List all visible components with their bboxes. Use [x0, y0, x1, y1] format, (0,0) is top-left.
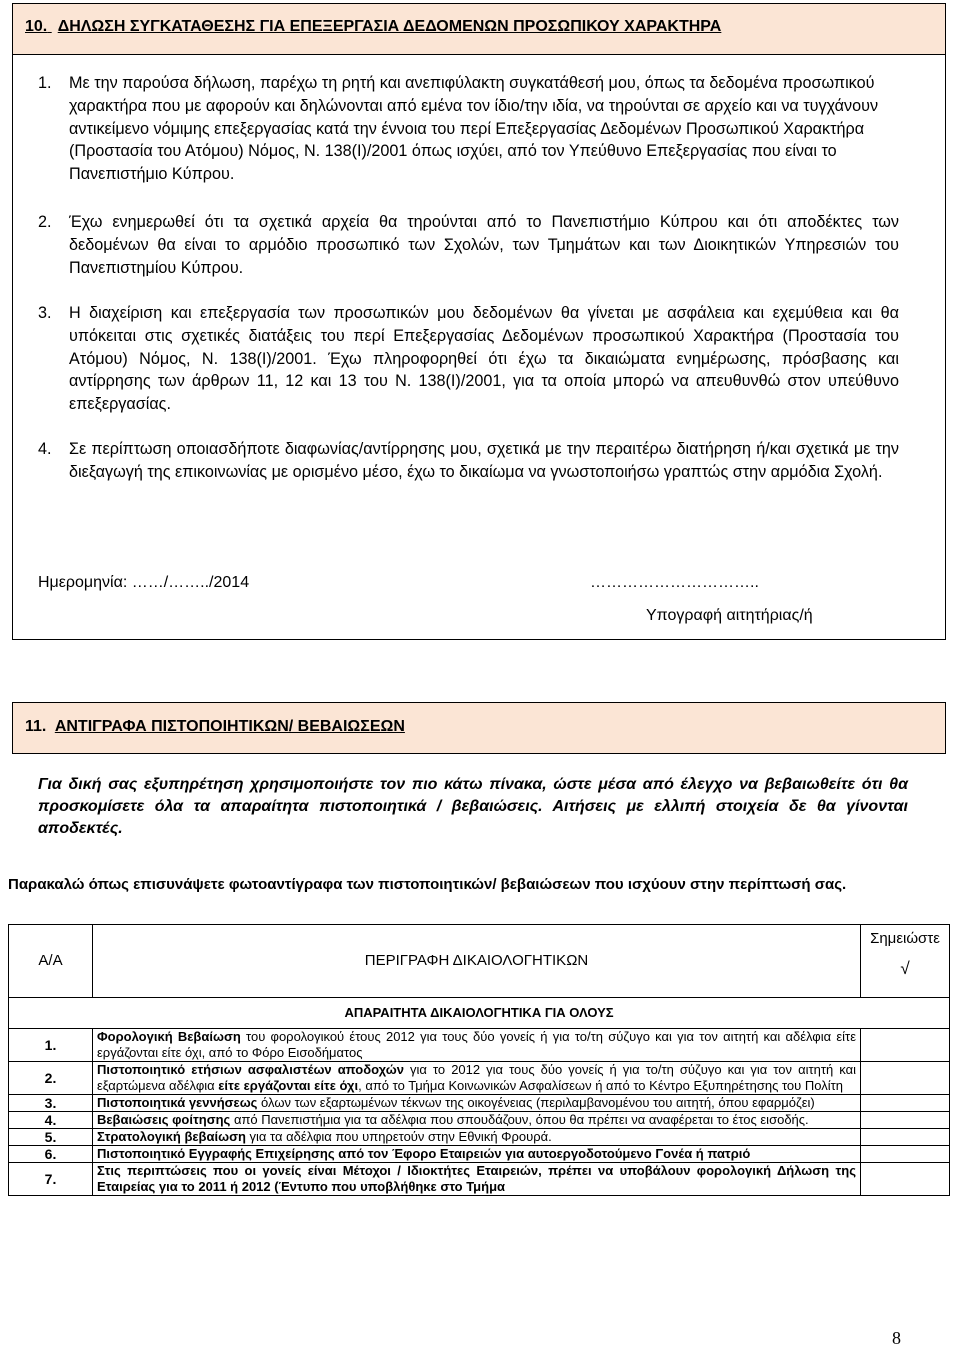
section-11-title-text: ΑΝΤΙΓΡΑΦΑ ΠΙΣΤΟΠΟΙΗΤΙΚΩΝ/ ΒΕΒΑΙΩΣΕΩΝ [54, 718, 405, 735]
table-row [9, 1129, 950, 1146]
table-subheader-row [9, 998, 950, 1029]
paragraph-1-number: 1. [38, 74, 52, 92]
col-note-label: Σημειώστε [870, 930, 940, 947]
row-description [93, 1163, 861, 1196]
row-checkbox-cell[interactable] [861, 1095, 950, 1112]
col-check-header [861, 925, 950, 998]
signature-field[interactable]: ………………………….. [590, 574, 759, 591]
table-subheader: ΑΠΑΡΑΙΤΗΤΑ ΔΙΚΑΙΟΛΟΓΗΤΙΚΑ ΓΙΑ ΟΛΟΥΣ [9, 998, 950, 1029]
section-11-title [25, 718, 405, 736]
table-row [9, 1146, 950, 1163]
table-row [9, 1112, 950, 1129]
section-10-title [25, 18, 721, 36]
row-description [93, 1095, 861, 1112]
row-number: 4. [9, 1112, 93, 1129]
row-description [93, 1062, 861, 1095]
section-10-title-text: ΔΗΛΩΣΗ ΣΥΓΚΑΤΑΘΕΣΗΣ ΓΙΑ ΕΠΕΞΕΡΓΑΣΙΑ ΔΕΔΟΜΕΝΩΝ ΠΡΟΣΩΠΙΚΟΥ ΧΑΡΑΚΤΗΡΑ [57, 18, 722, 35]
signature-label: Υπογραφή αιτητήριας/ή [646, 607, 813, 624]
row-bold-text: Φορολογική Βεβαίωση [97, 1029, 241, 1044]
table-row [9, 1029, 950, 1062]
row-rest-text-2: , από το Τμήμα Κοινωνικών Ασφαλίσεων ή από το Κέντρο Εξυπηρέτησης του Πολίτη [358, 1078, 844, 1093]
row-description [93, 1112, 861, 1129]
checkmark-symbol: √ [900, 959, 910, 978]
row-description [93, 1129, 861, 1146]
row-checkbox-cell[interactable] [861, 1146, 950, 1163]
row-bold-text-2: είτε εργάζονται είτε όχι [218, 1078, 359, 1093]
row-rest-text: από Πανεπιστήμια για τα αδέλφια που σπουδάζουν, όπου θα πρέπει να αναφέρεται το έτος εισοδής. [230, 1112, 809, 1127]
paragraph-3-text: Η διαχείριση και επεξεργασία των προσωπικών μου δεδομένων θα γίνεται με ασφάλεια και εχεμύθεια και θα υπόκειται στις σχετικές διατάξεις του περί Επεξεργασίας Δεδομένων προσωπικού Χαρακτήρα (Προστασία του Ατόμου) Νόμος, Ν. 138(Ι)/2001. Έχω πληροφορηθεί ότι έχω τα δικαιώματα ενημέρωσης, πρόσβασης και αντίρρησης των άρθρων 11, 12 και 13 του Ν. 138(Ι)/2001, για τα οποία μπορώ να απευθυνθώ στον υπεύθυνο επεξεργασίας. [69, 304, 899, 414]
row-checkbox-cell[interactable] [861, 1062, 950, 1095]
row-bold-text: Πιστοποιητικά γεννήσεως [97, 1095, 258, 1110]
row-bold-text: Πιστοποιητικό ετήσιων ασφαλιστέων αποδοχών [97, 1062, 404, 1077]
row-rest-text: για τα αδέλφια που υπηρετούν στην Εθνική Φρουρά. [245, 1129, 552, 1144]
row-checkbox-cell[interactable] [861, 1029, 950, 1062]
paragraph-4-text: Σε περίπτωση οποιασδήποτε διαφωνίας/αντίρρησης μου, σχετικά με την περαιτέρω διατήρηση ή/και σχετικά με την διεξαγωγή της επικοινωνίας με ορισμένο μέσο, έχω το δικαίωμα να γνωστοποιήσω γραπτώς στην αρμόδια Σχολή. [69, 440, 899, 481]
row-number: 2. [9, 1062, 93, 1095]
row-number: 3. [9, 1095, 93, 1112]
row-bold-text: Στις περιπτώσεις που οι γονείς είναι Μέτοχοι / Ιδιοκτήτες Εταιρειών, πρέπει να υποβάλουν φορολογική Δήλωση της Εταιρείας για το 2011 ή 2012 (Έντυπο που υποβλήθηκε στο Τμήμα [97, 1163, 856, 1194]
documents-table [8, 924, 950, 1196]
row-number: 1. [9, 1029, 93, 1062]
table-row [9, 1163, 950, 1196]
col-aa-header: Α/Α [9, 925, 93, 998]
col-desc-header: ΠΕΡΙΓΡΑΦΗ ΔΙΚΑΙΟΛΟΓΗΤΙΚΩΝ [93, 925, 861, 998]
row-checkbox-cell[interactable] [861, 1112, 950, 1129]
page-number: 8 [892, 1328, 901, 1348]
row-description [93, 1146, 861, 1163]
paragraph-2-text: Έχω ενημερωθεί ότι τα σχετικά αρχεία θα τηρούνται από το Πανεπιστήμιο Κύπρου και ότι αποδέκτες των δεδομένων θα είναι το αρμόδιο προσωπικό των Σχολών, των Τμημάτων και των Διοικητικών Υπηρεσιών του Πανεπιστημίου Κύπρου. [69, 213, 899, 277]
section-11-number: 11. [25, 718, 47, 735]
table-row [9, 1062, 950, 1095]
row-number: 6. [9, 1146, 93, 1163]
row-number: 5. [9, 1129, 93, 1146]
row-bold-text: Πιστοποιητικό Εγγραφής Επιχείρησης από τον Έφορο Εταιρειών για αυτοεργοδοτούμενο Γονέα ή πατριό [97, 1146, 751, 1161]
section-11-instruction: Για δική σας εξυπηρέτηση χρησιμοποιήστε τον πιο κάτω πίνακα, ώστε μέσα από έλεγχο να βεβαιωθείτε ότι θα προσκομίσετε όλα τα απαραίτητα πιστοποιητικά / βεβαιώσεις. Αιτήσεις με ελλιπή στοιχεία δε θα γίνονται αποδεκτές. [38, 776, 908, 837]
section-10-number: 10. [25, 18, 48, 35]
section-11-note: Παρακαλώ όπως επισυνάψετε φωτοαντίγραφα των πιστοποιητικών/ βεβαιώσεων που ισχύουν στην περίπτωσή σας. [8, 876, 847, 893]
row-bold-text: Στρατολογική βεβαίωση [97, 1129, 246, 1144]
date-field[interactable]: Ημερομηνία: ……/……../2014 [38, 574, 250, 591]
paragraph-2-number: 2. [38, 213, 52, 231]
row-number: 7. [9, 1163, 93, 1196]
paragraph-3-number: 3. [38, 304, 52, 322]
paragraph-1-text: Με την παρούσα δήλωση, παρέχω τη ρητή και ανεπιφύλακτη συγκατάθεσή μου, όπως τα δεδομένα προσωπικού χαρακτήρα που με αφορούν και δηλώνονται από εμένα τον ίδιο/την ιδία, να τηρούνται σε αρχείο και να τυγχάνουν αντικείμενο νόμιμης επεξεργασίας κατά την έννοια του περί Επεξεργασίας Δεδομένων Προσωπικού Χαρακτήρα (Προστασία του Ατόμου) Νόμος, Ν. 138(Ι)/2001 όπως ισχύει, από τον Υπεύθυνο Επεξεργασίας που είναι το Πανεπιστήμιο Κύπρου. [69, 74, 879, 184]
row-description [93, 1029, 861, 1062]
row-rest-text: του φορολογικού έτους 2012 για τους δύο γονείς ή για το/τη σύζυγο και για τον αιτητή και αδέλφια είτε εργάζονται είτε όχι, από το Φόρο Εισοδήματος [97, 1029, 856, 1060]
row-checkbox-cell[interactable] [861, 1163, 950, 1196]
table-header-row [9, 925, 950, 998]
row-bold-text: Βεβαιώσεις φοίτησης [97, 1112, 231, 1127]
paragraph-4-number: 4. [38, 440, 52, 458]
table-row [9, 1095, 950, 1112]
row-checkbox-cell[interactable] [861, 1129, 950, 1146]
row-rest-text: για το 2012 για τους δύο γονείς ή για το/τη σύζυγο και για τον αιτητή και εξαρτώμενα αδέλφια [97, 1062, 856, 1093]
row-rest-text: όλων των εξαρτωμένων τέκνων της οικογένειας (περιλαμβανομένου του αιτητή, όπου εφαρμόζει) [257, 1095, 815, 1110]
